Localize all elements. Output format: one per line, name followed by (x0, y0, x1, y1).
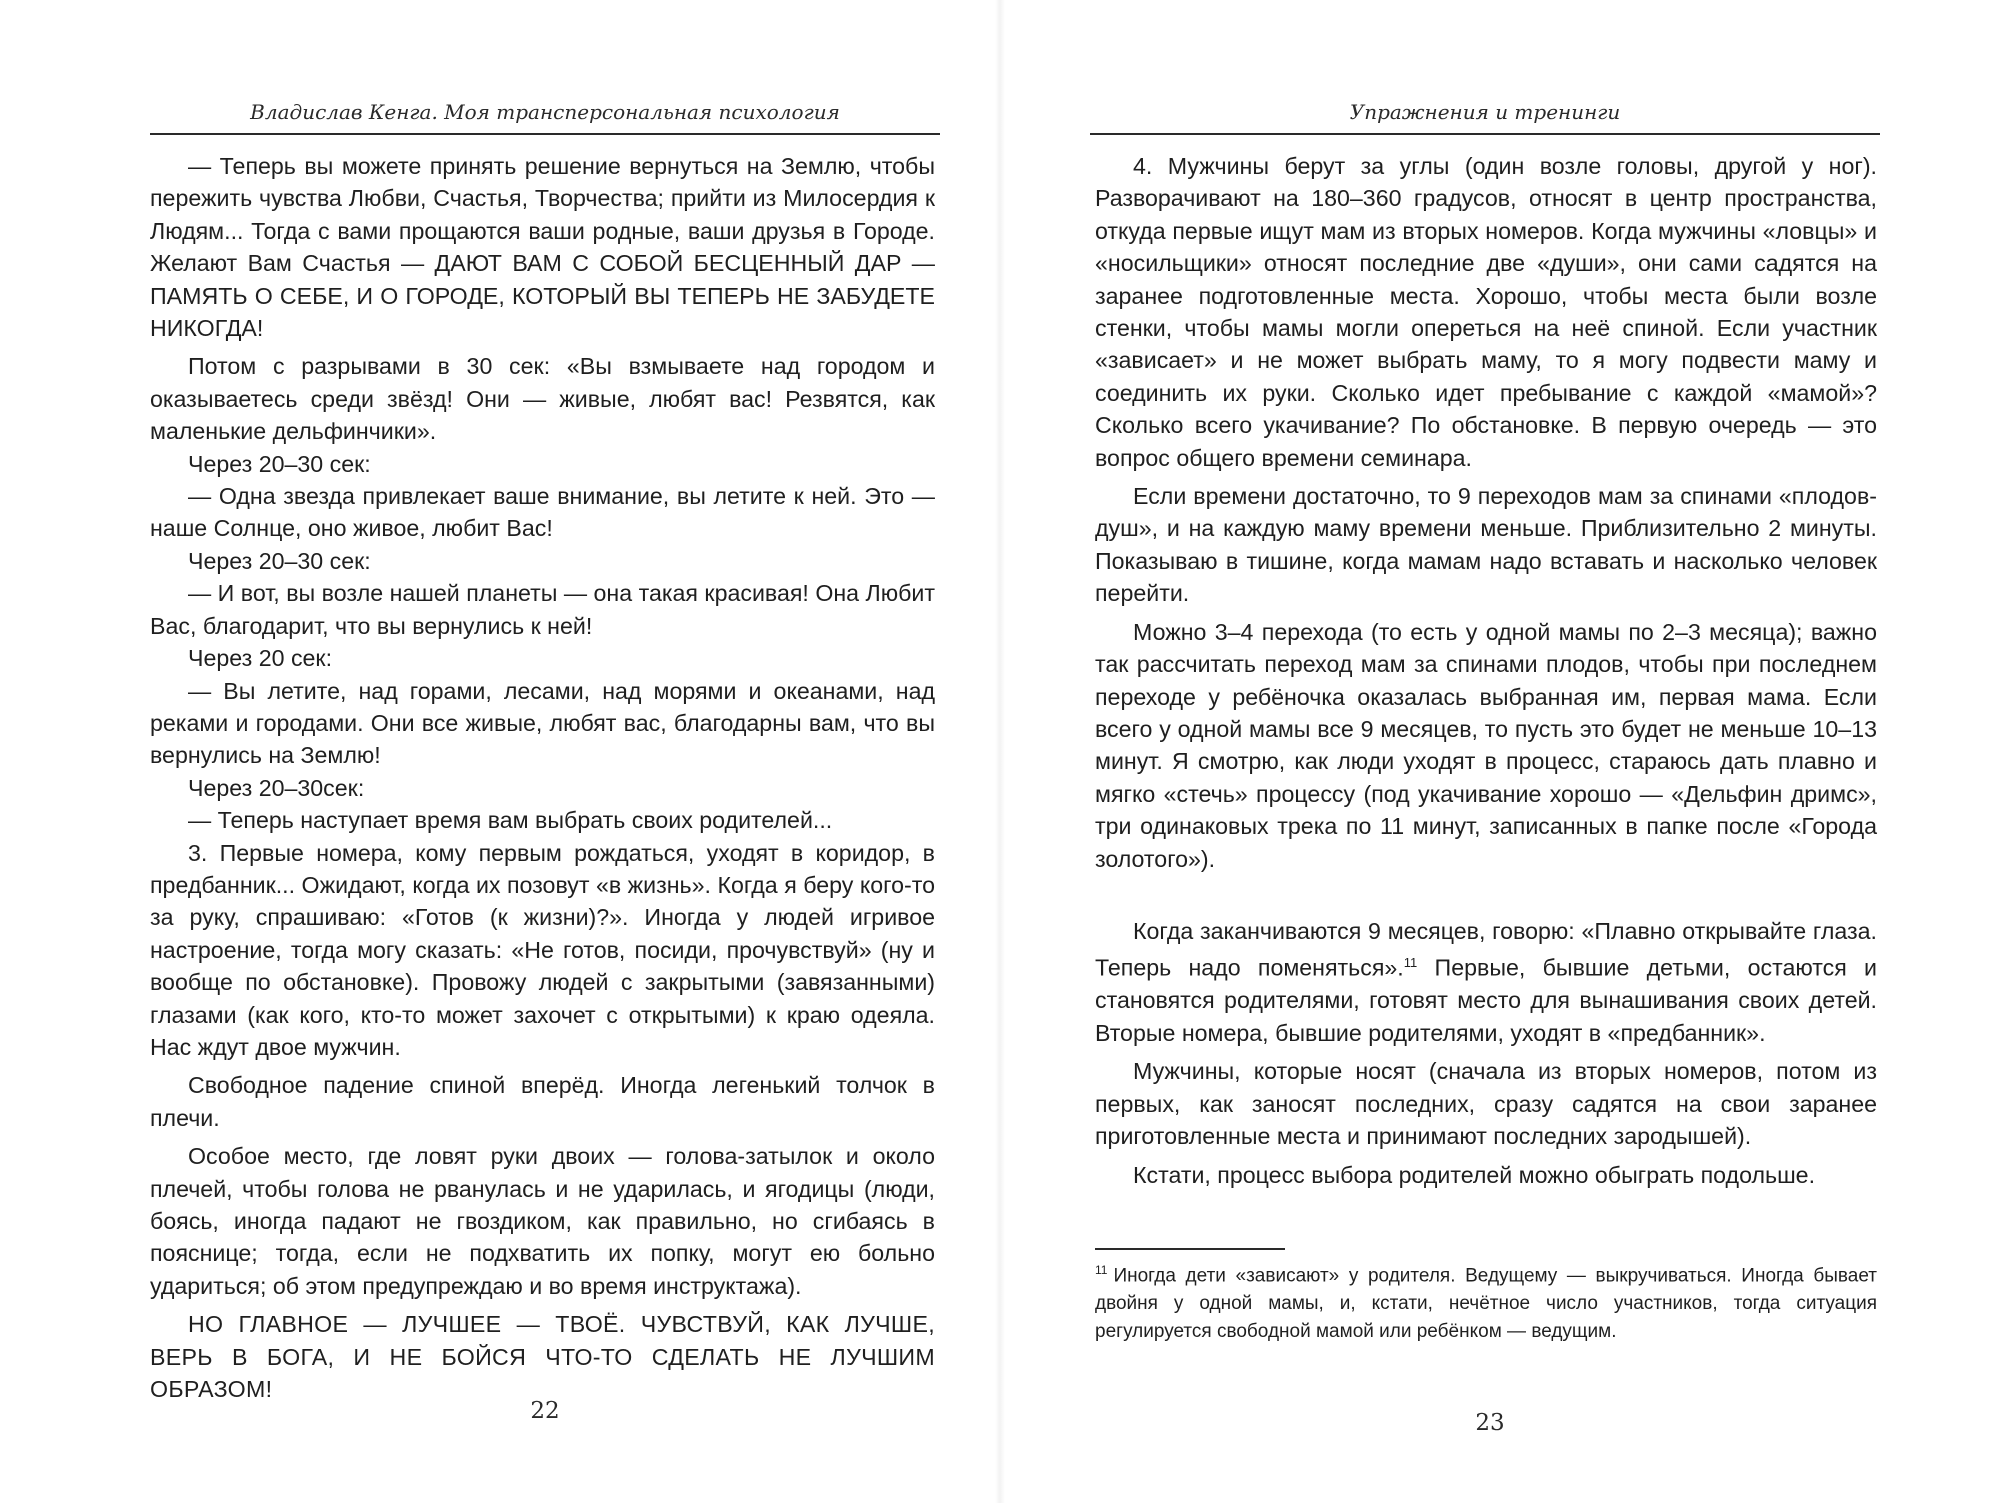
footnote-rule (1095, 1248, 1285, 1250)
paragraph: НО ГЛАВНОЕ — ЛУЧШЕЕ — ТВОЁ. ЧУВСТВУЙ, КАК ЛУЧШЕ, ВЕРЬ В БОГА, И НЕ БОЙСЯ ЧТО-ТО СДЕЛАТЬ НЕ ЛУЧШИМ ОБРАЗОМ! (150, 1311, 935, 1403)
paragraph: 4. Мужчины берут за углы (один возле головы, другой у ног). Разворачивают на 180–360 градусов, относят в центр пространства, откуда первые ищут мам из вторых номеров. Когда мужчины «ловцы» и «носильщики» относят последние две «души», они сами садятся на заранее подготовленные места. Хорошо, чтобы места были возле стенки, чтобы мамы могли опереться на неё спиной. Если участник «зависает» и не может выбрать маму, то я могу подвести маму и соединить их руки. Сколько идет пребывание с каждой «мамой»? Сколько всего укачивание? По обстановке. В первую очередь — это вопрос общего времени семинара. (1095, 153, 1877, 471)
left-page-number: 22 (530, 1398, 560, 1424)
paragraph: Можно 3–4 перехода (то есть у одной мамы по 2–3 месяца); важно так рассчитать переход мам за спинами плодов, чтобы при последнем переходе у ребёночка оказалась выбранная им, первая мама. Если всего у одной мамы все 9 месяцев, то пусть это будет не меньше 10–13 минут. Я смотрю, как люди уходят в процесс, стараюсь дать плавно и мягко «стечь» процессу (под укачивание хорошо — «Дельфин дримс», три одинаковых трека по 11 минут, записанных в папке после «Города золотого»). (1095, 618, 1877, 872)
paragraph: Через 20–30 сек: (188, 547, 371, 574)
paragraph: Особое место, где ловят руки двоих — голова-затылок и около плечей, чтобы голова не рванулась и не ударилась, и ягодицы (люди, боясь, иногда падают не гвоздиком, как правильно, но сгибаясь в пояснице; тогда, если не подхватить их попку, могут ею больно удариться; об этом предупреждаю и во время инструктажа). (150, 1143, 935, 1299)
paragraph: Кстати, процесс выбора родителей можно обыграть подольше. (1133, 1161, 1816, 1188)
left-running-head: Владислав Кенга. Моя трансперсональная психология (250, 100, 840, 124)
footnote-marker: 11 (1095, 1263, 1108, 1277)
paragraph: Мужчины, которые носят (сначала из вторых номеров, потом из первых, как заносят последних, сразу садятся на свои заранее приготовленные места и принимают последних зародышей). (1095, 1058, 1877, 1150)
paragraph: Через 20–30сек: (188, 774, 365, 801)
footnote-reference: 11 (1403, 955, 1418, 971)
paragraph-tail: Первые, бывшие детьми, остаются и становятся родителями, готовят место для вынашивания своих детей. Вторые номера, бывшие родителями, уходят в «предбанник». (1095, 955, 1877, 1046)
left-body-text (150, 150, 935, 1405)
paragraph: Свободное падение спиной вперёд. Иногда легенький толчок в плечи. (150, 1072, 935, 1131)
right-header-rule (1090, 133, 1880, 135)
paragraph: — И вот, вы возле нашей планеты — она такая красивая! Она Любит Вас, благодарит, что вы вернулись к ней! (150, 580, 935, 639)
paragraph: — Теперь наступает время вам выбрать своих родителей... (188, 807, 833, 834)
left-header-rule (150, 133, 940, 135)
right-page (1000, 0, 2000, 1503)
footnote (1095, 1256, 1877, 1346)
right-running-head: Упражнения и тренинги (1349, 100, 1621, 124)
paragraph: — Вы летите, над горами, лесами, над морями и океанами, над реками и городами. Они все живые, любят вас, благодарны вам, что вы вернулись на Землю! (150, 677, 935, 769)
right-page-number: 23 (1475, 1410, 1505, 1436)
paragraph: Потом с разрывами в 30 сек: «Вы взмываете над городом и оказываетесь среди звёзд! Они — живые, любят вас! Резвятся, как маленькие дельфинчики». (150, 353, 935, 445)
paragraph: — Одна звезда привлекает ваше внимание, вы летите к ней. Это — наше Солнце, оно живое, любит Вас! (150, 483, 935, 542)
paragraph: — Теперь вы можете принять решение вернуться на Землю, чтобы пережить чувства Любви, Счастья, Творчества; прийти из Милосердия к Людям... Тогда с вами прощаются ваши родные, ваши друзья в Городе. Желают Вам Счастья — ДАЮТ ВАМ С СОБОЙ БЕСЦЕННЫЙ ДАР — ПАМЯТЬ О СЕБЕ, И О ГОРОДЕ, КОТОРЫЙ ВЫ ТЕПЕРЬ НЕ ЗАБУДЕТЕ НИКОГДА! (150, 153, 935, 342)
paragraph-with-footnote (1095, 915, 1877, 1049)
paragraph: Через 20–30 сек: (188, 450, 371, 477)
paragraph: 3. Первые номера, кому первым рождаться, уходят в коридор, в предбанник... Ожидают, когда их позовут «в жизнь». Когда я беру кого-то за руку, спрашиваю: «Готов (к жизни)?». Иногда у людей игривое настроение, тогда могу сказать: «Не готов, посиди, прочувствуй» (ну и вообще по обстановке). Провожу людей с закрытыми (завязанными) глазами (как кого, кто-то может захочет с открытыми) к краю одеяла. Нас ждут двое мужчин. (150, 839, 935, 1060)
right-body-text (1095, 150, 1877, 1191)
paragraph-lead: Когда заканчиваются 9 месяцев, говорю: «Плавно открывайте глаза. Теперь надо поменяться». (1095, 917, 1877, 982)
paragraph: Через 20 сек: (188, 645, 333, 672)
footnote-text: Иногда дети «зависают» у родителя. Ведущему — выкручиваться. Иногда бывает двойня у одной мамы, и, кстати, нечётное число участников, тогда ситуация регулируется свободной мамой или ребёнком — ведущим. (1095, 1265, 1877, 1343)
paragraph: Если времени достаточно, то 9 переходов мам за спинами «плодов-душ», и на каждую маму времени меньше. Приблизительно 2 минуты. Показываю в тишине, когда мамам надо вставать и насколько человек перейти. (1095, 483, 1877, 607)
